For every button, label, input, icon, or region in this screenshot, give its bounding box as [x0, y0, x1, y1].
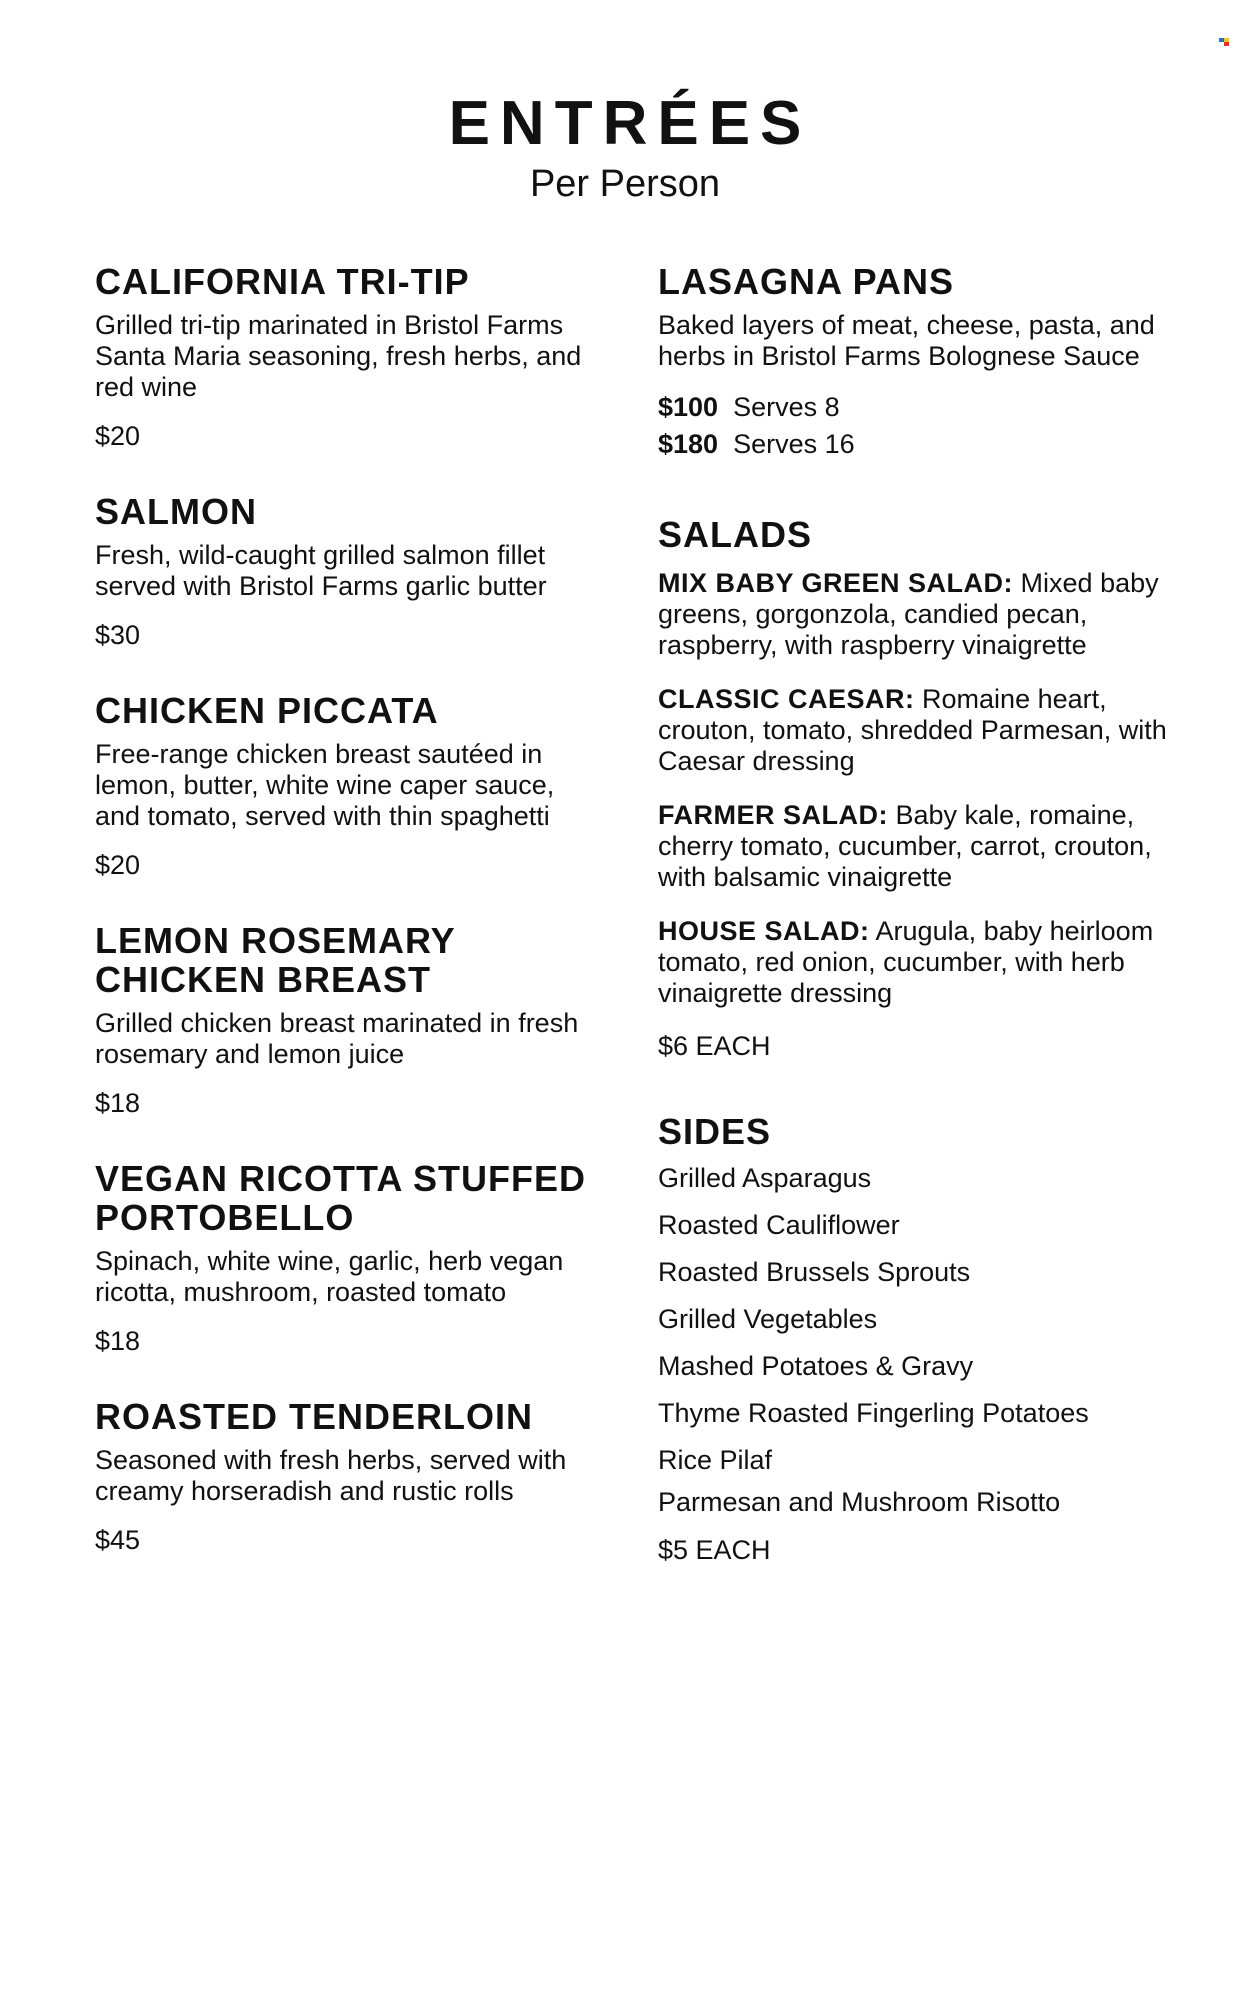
entree-description: Grilled tri-tip marinated in Bristol Farms Santa Maria seasoning, fresh herbs, and red wine — [95, 310, 582, 402]
corner-mark-red — [1224, 42, 1229, 46]
salads-section — [658, 515, 1178, 1062]
side-item: Grilled Asparagus — [658, 1163, 872, 1193]
lasagna-option — [658, 389, 1178, 426]
page-subtitle: Per Person — [529, 163, 721, 205]
sides-title: SIDES — [658, 1111, 772, 1152]
side-item: Parmesan and Mushroom Risotto — [658, 1487, 1061, 1517]
lasagna-title: LASAGNA PANS — [658, 261, 955, 302]
entree-title: CHICKEN PICCATA — [95, 690, 439, 731]
entree-price: $18 — [95, 1088, 141, 1118]
entree-item-lemon-rosemary-chicken — [95, 921, 595, 1119]
entree-title: LEMON ROSEMARY CHICKEN BREAST — [95, 920, 456, 1000]
salad-item — [658, 568, 1178, 661]
salad-item — [658, 800, 1178, 893]
entree-description: Grilled chicken breast marinated in fresh rosemary and lemon juice — [95, 1008, 579, 1069]
salad-name: MIX BABY GREEN SALAD: — [658, 568, 1014, 598]
salad-name: HOUSE SALAD: — [658, 916, 870, 946]
lasagna-description: Baked layers of meat, cheese, pasta, and herbs in Bristol Farms Bolognese Sauce — [658, 310, 1155, 371]
salad-description: Baby kale, romaine, cherry tomato, cucumber, carrot, crouton, with balsamic vinaigrette — [658, 800, 1152, 892]
side-item: Roasted Cauliflower — [658, 1210, 900, 1240]
side-item: Rice Pilaf — [658, 1445, 773, 1475]
entree-item-salmon — [95, 492, 595, 651]
page-title: ENTRÉES — [448, 89, 812, 158]
entree-description: Fresh, wild-caught grilled salmon fillet served with Bristol Farms garlic butter — [95, 540, 547, 601]
lasagna-section — [658, 262, 1178, 463]
salads-title: SALADS — [658, 514, 813, 555]
entree-description: Spinach, white wine, garlic, herb vegan ricotta, mushroom, roasted tomato — [95, 1246, 564, 1307]
lasagna-option-serves: Serves 8 — [733, 392, 840, 422]
right-column — [658, 262, 1178, 1566]
side-item: Roasted Brussels Sprouts — [658, 1257, 971, 1287]
sides-price: $5 EACH — [658, 1535, 771, 1565]
entree-price: $45 — [95, 1525, 141, 1555]
side-item: Thyme Roasted Fingerling Potatoes — [658, 1398, 1089, 1428]
entree-title: SALMON — [95, 491, 257, 532]
entree-title: VEGAN RICOTTA STUFFED PORTOBELLO — [95, 1158, 586, 1238]
salad-description: Arugula, baby heirloom tomato, red onion, cucumber, with herb vinaigrette dressing — [658, 916, 1154, 1008]
corner-color-mark — [1219, 38, 1229, 46]
salad-name: CLASSIC CAESAR: — [658, 684, 915, 714]
salads-price: $6 EACH — [658, 1031, 771, 1061]
entree-title: CALIFORNIA TRI-TIP — [95, 261, 470, 302]
salad-item — [658, 916, 1178, 1009]
salad-item — [658, 684, 1178, 777]
entree-price: $30 — [95, 620, 141, 650]
lasagna-option-price: $180 — [658, 429, 719, 459]
entree-title: ROASTED TENDERLOIN — [95, 1396, 534, 1437]
entree-description: Free-range chicken breast sautéed in lemon, butter, white wine caper sauce, and tomato, served with thin spaghetti — [95, 739, 555, 831]
salad-name: FARMER SALAD: — [658, 800, 888, 830]
entree-description: Seasoned with fresh herbs, served with creamy horseradish and rustic rolls — [95, 1445, 567, 1506]
entrees-column — [95, 262, 595, 1556]
entree-price: $20 — [95, 850, 141, 880]
side-item: Mashed Potatoes & Gravy — [658, 1351, 974, 1381]
entree-item-roasted-tenderloin — [95, 1397, 595, 1556]
lasagna-option-serves: Serves 16 — [733, 429, 855, 459]
salad-description: Romaine heart, crouton, tomato, shredded Parmesan, with Caesar dressing — [658, 684, 1167, 776]
entree-price: $20 — [95, 421, 141, 451]
side-item: Grilled Vegetables — [658, 1304, 878, 1334]
entree-price: $18 — [95, 1326, 141, 1356]
entree-item-vegan-portobello — [95, 1159, 595, 1357]
salad-description: Mixed baby greens, gorgonzola, candied pecan, raspberry, with raspberry vinaigrette — [658, 568, 1159, 660]
entree-item-tri-tip — [95, 262, 595, 452]
entree-item-chicken-piccata — [95, 691, 595, 881]
lasagna-option-price: $100 — [658, 392, 719, 422]
sides-section — [658, 1112, 1178, 1566]
page-header — [0, 88, 1250, 206]
lasagna-option — [658, 426, 1178, 463]
